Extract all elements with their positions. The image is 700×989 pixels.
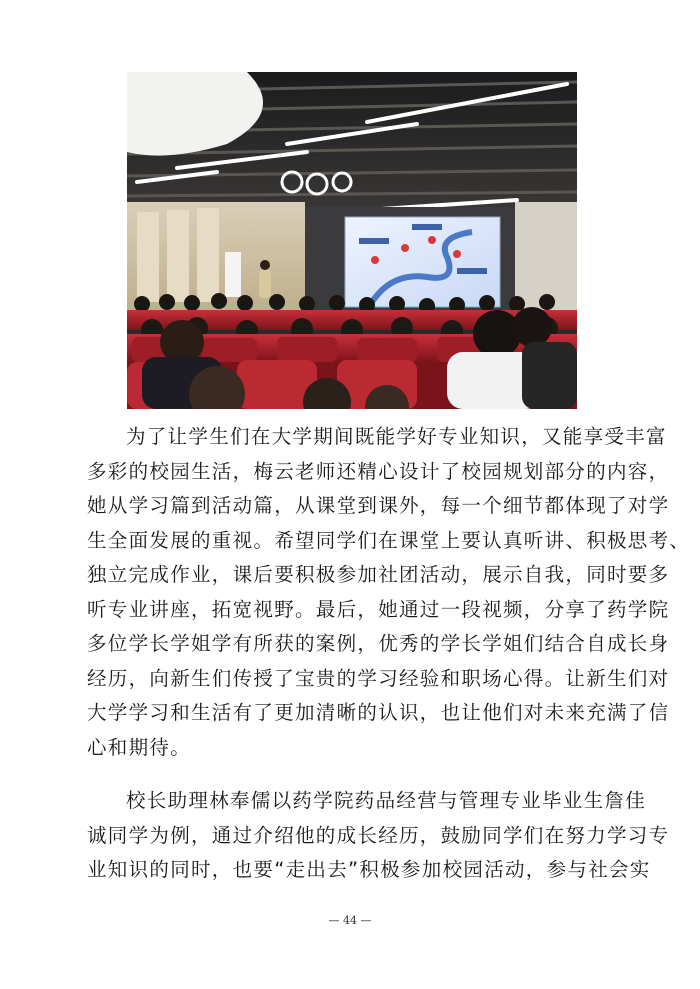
text-line: 诚同学为例，通过介绍他的成长经历，鼓励同学们在努力学习专: [87, 823, 670, 847]
lecture-hall-illustration: [127, 72, 577, 409]
paragraph-2: [87, 784, 670, 888]
text-line: 心和期待。: [87, 735, 192, 759]
text-line: 多彩的校园生活，梅云老师还精心设计了校园规划部分的内容，: [87, 459, 670, 483]
text-line: 为了让学生们在大学期间既能学好专业知识，又能享受丰富: [126, 425, 667, 448]
lecture-photo: [127, 72, 577, 409]
text-line: 她从学习篇到活动篇，从课堂到课外，每一个细节都体现了对学: [87, 494, 670, 517]
text-line: 多位学长学姐学有所获的案例，优秀的学长学姐们结合自成长身: [87, 632, 670, 655]
page-number: — 44 —: [328, 914, 372, 927]
paragraph-1: [87, 420, 691, 765]
text-line: 大学学习和生活有了更加清晰的认识，也让他们对未来充满了信: [87, 701, 670, 724]
text-line: 听专业讲座，拓宽视野。最后，她通过一段视频，分享了药学院: [87, 597, 670, 621]
text-line: 经历，向新生们传授了宝贵的学习经验和职场心得。让新生们对: [87, 666, 670, 690]
text-line: 业知识的同时，也要“走出去”积极参加校园活动，参与社会实: [87, 858, 651, 881]
text-line: 独立完成作业，课后要积极参加社团活动，展示自我，同时要多: [87, 563, 670, 586]
text-line: 生全面发展的重视。希望同学们在课堂上要认真听讲、积极思考、: [87, 528, 691, 552]
text-line: 校长助理林奉儒以药学院药品经营与管理专业毕业生詹佳: [126, 789, 647, 812]
